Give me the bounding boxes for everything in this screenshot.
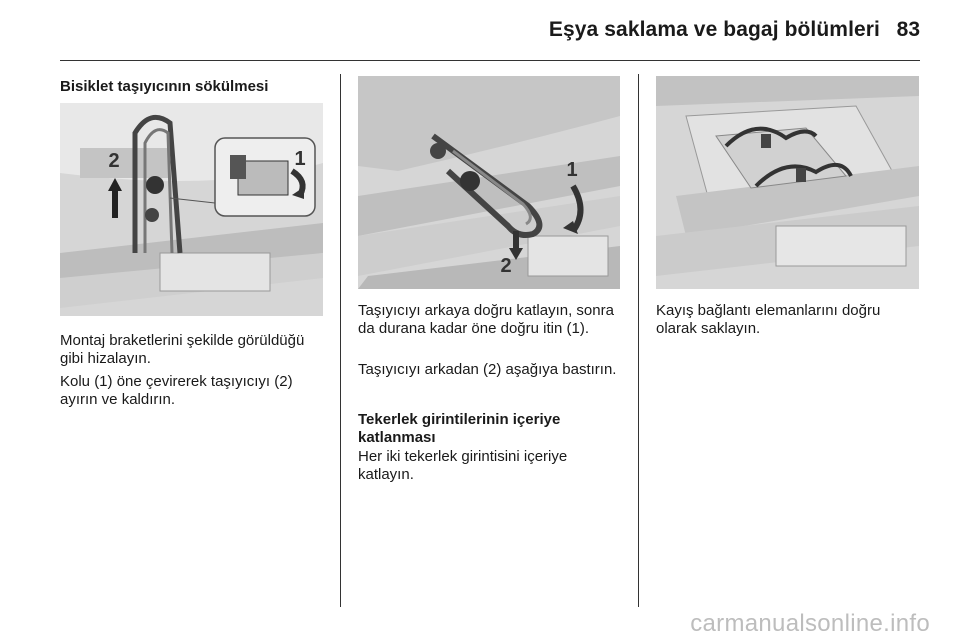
section-heading-removal: Bisiklet taşıyıcının sökülmesi (60, 78, 269, 95)
figure1-callout-2: 2 (108, 150, 120, 172)
column-divider-left (340, 74, 341, 607)
figure-fold-carrier (358, 76, 620, 289)
page-number: 83 (896, 18, 920, 41)
paragraph-align-brackets: Montaj braketlerini şekilde görüldüğü gibi hizalayın. (60, 332, 305, 367)
section-heading-wheel-recesses: Tekerlek girintilerinin içeriye katlanması (358, 411, 561, 446)
paragraph-fold-recesses: Her iki tekerlek girintisini içeriye katlayın. (358, 448, 568, 483)
header-rule (60, 60, 920, 61)
paragraph-press-down: Taşıyıcıyı arkadan (2) aşağıya bastırın. (358, 361, 617, 378)
paragraph-fold-back: Taşıyıcıyı arkaya doğru katlayın, sonra da durana kadar öne doğru itin (1). (358, 302, 614, 337)
figure2-callout-1: 1 (566, 159, 578, 181)
paragraph-store-straps: Kayış bağlantı elemanlarını doğru olarak saklayın. (656, 302, 881, 337)
watermark: carmanualsonline.info (690, 610, 930, 637)
figure-strap-storage (656, 76, 919, 289)
column-divider-right (638, 74, 639, 607)
page-header-title: Eşya saklama ve bagaj bölümleri (548, 18, 880, 41)
paragraph-lever-release: Kolu (1) öne çevirerek taşıyıcıyı (2) ayırın ve kaldırın. (60, 373, 293, 408)
figure-bike-carrier-removal (60, 103, 323, 316)
figure2-callout-2: 2 (500, 255, 512, 277)
figure1-callout-1: 1 (294, 148, 306, 170)
